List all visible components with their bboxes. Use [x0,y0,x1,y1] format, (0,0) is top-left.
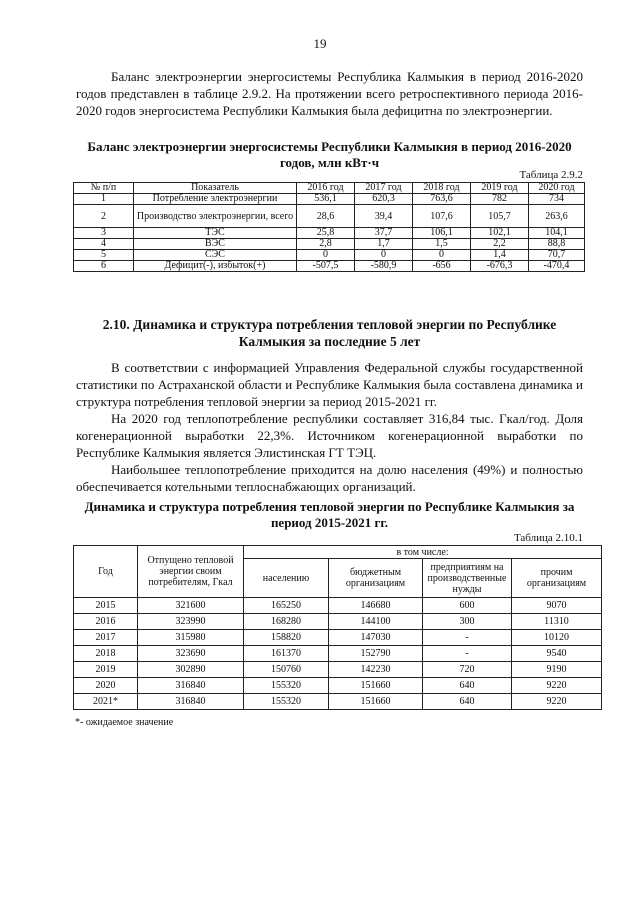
table-cell: -470,4 [529,261,585,272]
table-cell: 0 [355,250,413,261]
table-cell: 107,6 [413,205,471,228]
table-cell: 2019 [74,662,138,678]
table-cell: 263,6 [529,205,585,228]
table-cell: 150760 [244,662,329,678]
table-cell: 316840 [138,694,244,710]
table-row [74,261,585,272]
table-cell: 146680 [329,598,423,614]
body-paragraph: На 2020 год теплопотребление республики составляет 316,84 тыс. Гкал/год. Доля когенерационной выработки 22,3%. Источником когенерационной выработки по Республике Калмыкия является Элистинская ГТ ТЭЦ. [76,411,583,460]
table-cell: 321600 [138,598,244,614]
table-cell: 2018 [74,646,138,662]
table-cell: 158820 [244,630,329,646]
table-cell: 106,1 [413,228,471,239]
table2-total-header: Отпущено тепловой энергии своим потребителям, Гкал [138,546,244,598]
table-row [74,598,602,614]
table-cell: 102,1 [471,228,529,239]
table-cell: 2 [74,205,134,228]
table-cell: 104,1 [529,228,585,239]
table-row [74,228,585,239]
table-cell: 640 [423,694,512,710]
table-cell: 155320 [244,694,329,710]
table-cell: 300 [423,614,512,630]
table-cell: 5 [74,250,134,261]
table-cell: Производство электроэнергии, всего [134,205,297,228]
table-cell: 763,6 [413,194,471,205]
intro-paragraph: Баланс электроэнергии энергосистемы Республика Калмыкия в период 2016-2020 годов представлен в таблице 2.9.2. На протяжении всего ретроспективного периода 2016-2020 годов энергосистема Республики Калмыкия была дефицитна по электроэнергии. [76,69,583,118]
table-cell: 161370 [244,646,329,662]
table-cell: 2021* [74,694,138,710]
table-row [74,250,585,261]
table-row [74,205,585,228]
table-cell: 70,7 [529,250,585,261]
table-cell: 1 [74,194,134,205]
table1-header-cell: 2017 год [355,183,413,194]
table-cell: 1,7 [355,239,413,250]
heat-consumption-table [73,545,602,710]
table-row [74,194,585,205]
table1-header-cell: 2019 год [471,183,529,194]
table-cell: 105,7 [471,205,529,228]
table-cell: 2,2 [471,239,529,250]
table-cell: 0 [413,250,471,261]
page-number: 19 [313,36,327,51]
table-cell: 11310 [512,614,602,630]
table-cell: 316840 [138,678,244,694]
table2-header-cell: прочим организациям [512,559,602,598]
table2-group-header: в том числе: [244,546,602,559]
table1-header-cell: 2016 год [297,183,355,194]
table2-title: Динамика и структура потребления тепловой энергии по Республике Калмыкия за период 2015-2021 гг. [84,499,575,530]
table1-header-row [74,183,585,194]
table1-number: Таблица 2.9.2 [519,169,583,181]
table-cell: 315980 [138,630,244,646]
table-cell: 9220 [512,678,602,694]
table-cell: СЭС [134,250,297,261]
table2-header-cell: населению [244,559,329,598]
table-cell: 2,8 [297,239,355,250]
table-cell: -676,3 [471,261,529,272]
table-row [74,630,602,646]
table-cell: ВЭС [134,239,297,250]
table-cell: 28,6 [297,205,355,228]
table-cell: 151660 [329,694,423,710]
table-cell: - [423,630,512,646]
table-row [74,239,585,250]
electricity-balance-table [73,182,585,272]
table1-header-cell: № п/п [74,183,134,194]
table-cell: 323690 [138,646,244,662]
body-paragraph: В соответствии с информацией Управления Федеральной службы государственной статистики по Астраханской области и Республике Калмыкия была составлена динамика и структура потребления тепловой энергии за период 2015-2021 гг. [76,360,583,409]
table-cell: 4 [74,239,134,250]
table-cell: -656 [413,261,471,272]
table-cell: 152790 [329,646,423,662]
table-cell: 6 [74,261,134,272]
table-cell: 302890 [138,662,244,678]
table-cell: -580,9 [355,261,413,272]
table-row [74,662,602,678]
table-cell: 1,5 [413,239,471,250]
table-cell: 600 [423,598,512,614]
table-row [74,614,602,630]
table-cell: 2016 [74,614,138,630]
table-cell: Потребление электроэнергии [134,194,297,205]
section-title: 2.10. Динамика и структура потребления тепловой энергии по Республике Калмыкия за последние 5 лет [102,317,557,349]
table-cell: 151660 [329,678,423,694]
table-row [74,694,602,710]
table1-header-cell: 2020 год [529,183,585,194]
table-cell: 10120 [512,630,602,646]
table-cell: ТЭС [134,228,297,239]
table-cell: 9070 [512,598,602,614]
table2-header-cell: предприятиям на производственные нужды [423,559,512,598]
table-cell: 782 [471,194,529,205]
table-cell: 0 [297,250,355,261]
table-row [74,646,602,662]
table-cell: 168280 [244,614,329,630]
table-cell: 9540 [512,646,602,662]
table1-header-cell: Показатель [134,183,297,194]
table-cell: - [423,646,512,662]
table-cell: 2020 [74,678,138,694]
table-cell: 536,1 [297,194,355,205]
table-cell: 25,8 [297,228,355,239]
table1-header-cell: 2018 год [413,183,471,194]
table-cell: 37,7 [355,228,413,239]
table2-group-header-row [74,546,602,559]
table-cell: 142230 [329,662,423,678]
footnote: *- ожидаемое значение [75,717,174,728]
table-cell: 165250 [244,598,329,614]
table-cell: Дефицит(-), избыток(+) [134,261,297,272]
table-row [74,678,602,694]
table-cell: 155320 [244,678,329,694]
table-cell: 147030 [329,630,423,646]
table-cell: 720 [423,662,512,678]
table2-header-cell: бюджетным организациям [329,559,423,598]
table-cell: 323990 [138,614,244,630]
table-cell: 640 [423,678,512,694]
table-cell: 9190 [512,662,602,678]
table-cell: 9220 [512,694,602,710]
body-paragraph: Наибольшее теплопотребление приходится на долю населения (49%) и полностью обеспечивается котельными теплоснабжающих организаций. [76,462,583,494]
table-cell: 144100 [329,614,423,630]
table-cell: 88,8 [529,239,585,250]
table-cell: 2015 [74,598,138,614]
table-cell: 3 [74,228,134,239]
table-cell: 620,3 [355,194,413,205]
table2-number: Таблица 2.10.1 [513,532,583,544]
table-cell: 1,4 [471,250,529,261]
table-cell: 734 [529,194,585,205]
table-cell: 39,4 [355,205,413,228]
table1-title: Баланс электроэнергии энергосистемы Республики Калмыкия в период 2016-2020 годов, млн кВт·ч [87,139,572,170]
table2-year-header: Год [74,546,138,598]
table-cell: 2017 [74,630,138,646]
table-cell: -507,5 [297,261,355,272]
